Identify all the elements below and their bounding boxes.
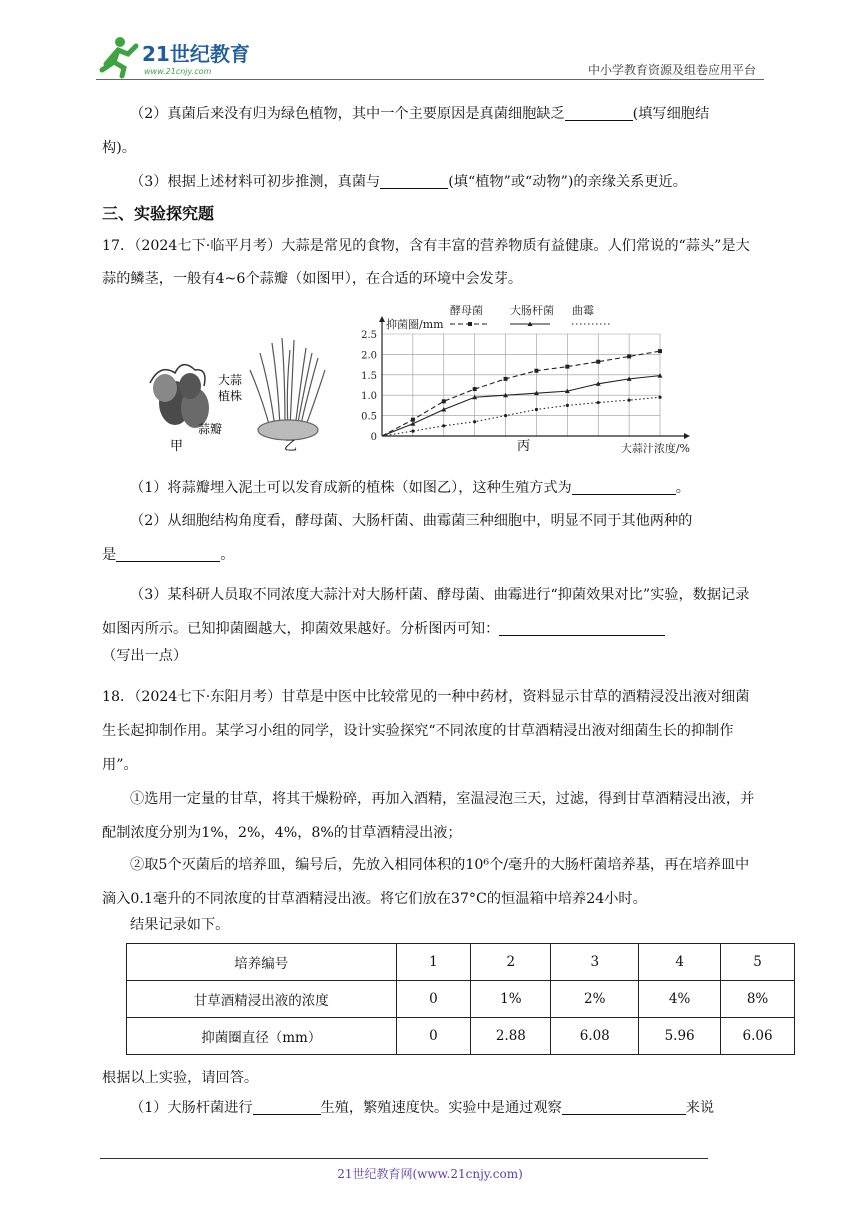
answer-blank[interactable] (253, 1098, 321, 1115)
data-point (658, 349, 662, 353)
q17-sub3-text: （3）某科研人员取不同浓度大蒜汁对大肠杆菌、酵母菌、曲霉进行“抑菌效果对比”实验，数据记录如图丙所示。已知抑菌圈越大，抑菌效果越好。分析图丙可知： (102, 587, 750, 637)
table-cell: 0 (396, 981, 471, 1018)
answer-blank[interactable] (380, 172, 448, 189)
footer-text: 21世纪教育网(www.21cnjy.com) (337, 1167, 523, 1181)
table-cell: 6.06 (721, 1018, 795, 1055)
table-cell: 2.88 (471, 1018, 551, 1055)
data-point (628, 398, 631, 401)
legend-label: 大肠杆菌 (510, 304, 554, 317)
legend-marker (468, 322, 472, 326)
answer-blank[interactable] (565, 104, 633, 121)
q17-sub1 (102, 478, 762, 498)
q18-sub1-text-end: 来说 (685, 1100, 715, 1116)
q16-sub2-line2: 构)。 (102, 140, 136, 156)
logo-url: www.21cnjy.com (144, 67, 212, 76)
answer-blank[interactable] (116, 545, 220, 562)
q18-intro: 18．（2024七下·东阳月考）甘草是中医中比较常见的一种中药材，资料显示甘草的酒精浸没出液对细菌生长起抑制作用。某学习小组的同学，设计实验探究“不同浓度的甘草酒精浸出液对细菌生长的抑制作用”。 (102, 689, 750, 773)
runner-icon (102, 37, 136, 76)
q17-sub1-text: （1）将蒜瓣埋入泥土可以发育成新的植株（如图乙），这种生殖方式为 (130, 480, 572, 496)
q18-sub1-text: （1）大肠杆菌进行 (130, 1100, 253, 1116)
q16-sub2-text: （2）真菌后来没有归为绿色植物，其中一个主要原因是真菌细胞缺乏 (130, 106, 565, 122)
q16-sub2 (102, 104, 762, 124)
garlic-bulb-illustration (150, 365, 209, 428)
series-line-1 (382, 351, 660, 436)
q18-sub1 (102, 1098, 762, 1118)
table-cell: 6.08 (551, 1018, 639, 1055)
label-plant-1: 大蒜 (218, 373, 243, 387)
table-cell: 甘草酒精浸出液的浓度 (127, 981, 397, 1018)
logo-text: 21世纪教育 (142, 42, 250, 66)
legend-label: 曲霉 (572, 304, 594, 317)
platform-name: 中小学教育资源及组卷应用平台 (587, 63, 756, 77)
inhibition-chart (361, 303, 690, 455)
q17-sub2-text: 是 (102, 547, 117, 563)
table-cell: 8% (721, 981, 795, 1018)
data-point (596, 360, 600, 364)
data-point (504, 377, 508, 381)
q18-after-table: 根据以上实验，请回答。 (102, 1070, 259, 1086)
q16-sub3 (102, 172, 762, 192)
y-tick-label: 0 (370, 432, 377, 443)
table-cell: 4 (639, 944, 721, 981)
data-point (658, 396, 661, 399)
table-cell: 3 (551, 944, 639, 981)
q16-sub3-text: （3）根据上述材料可初步推测，真菌与 (130, 174, 381, 190)
q17-intro: 17．（2024七下·临平月考）大蒜是常见的食物，含有丰富的营养物质有益健康。人们常说的“蒜头”是大蒜的鳞茎，一般有4~6个蒜瓣（如图甲），在合适的环境中会发芽。 (102, 238, 750, 287)
header-divider (96, 79, 764, 80)
label-plant-2: 植株 (218, 389, 243, 403)
table-cell: 1% (471, 981, 551, 1018)
data-point (534, 369, 538, 373)
table-cell: 培养编号 (127, 944, 397, 981)
data-point (566, 404, 569, 407)
q17-figure (120, 298, 700, 460)
x-axis-arrow-icon (684, 433, 690, 439)
data-point (627, 354, 631, 358)
y-tick-label: 0.5 (361, 411, 377, 423)
q18-sub1-text-mid: 生殖，繁殖速度快。实验中是通过观察 (320, 1100, 562, 1116)
data-point (442, 399, 446, 403)
table-cell: 2% (551, 981, 639, 1018)
table-row (127, 944, 795, 981)
q17-sub3 (102, 578, 762, 646)
legend-label: 酵母菌 (450, 304, 483, 317)
data-point (473, 387, 477, 391)
q16-sub3-text-after: (填“植物”或“动物”)的亲缘关系更近。 (448, 174, 687, 190)
q17-sub1-end: 。 (675, 480, 690, 496)
table-cell: 5.96 (639, 1018, 721, 1055)
data-point (411, 430, 414, 433)
data-point (535, 408, 538, 411)
label-suanban: 蒜瓣 (198, 422, 223, 436)
label-jia: 甲 (170, 439, 184, 454)
y-tick-label: 1.5 (361, 370, 377, 382)
q16-sub2-text-after: (填写细胞结 (632, 106, 710, 122)
section-heading: 三、实验探究题 (102, 204, 215, 223)
y-tick-label: 2.5 (361, 330, 377, 341)
q18-step1: ①选用一定量的甘草，将其干燥粉碎，再加入酒精，室温浸泡三天，过滤，得到甘草酒精浸出液，并配制浓度分别为1%，2%，4%，8%的甘草酒精浸出液； (102, 791, 755, 841)
data-point (504, 414, 507, 417)
y-axis-label: 抑菌圈/mm (386, 318, 444, 331)
q17-sub2-end: 。 (220, 547, 235, 563)
y-tick-label: 1.0 (361, 391, 377, 403)
garlic-plant-illustration (250, 338, 325, 440)
y-tick-label: 2.0 (361, 350, 377, 362)
results-table (126, 943, 795, 1055)
q17-sub2: （2）从细胞结构角度看，酵母菌、大肠杆菌、曲霉菌三种细胞中，明显不同于其他两种的 (130, 513, 693, 529)
label-yi: 乙 (284, 439, 298, 454)
table-cell: 2 (471, 944, 551, 981)
table-cell: 4% (639, 981, 721, 1018)
data-point (565, 365, 569, 369)
footer-divider (100, 1158, 708, 1159)
data-point (411, 418, 415, 422)
series-line-2 (382, 376, 660, 436)
data-point (442, 424, 445, 427)
site-logo (96, 34, 266, 80)
answer-blank[interactable] (499, 619, 665, 636)
q18-result-label: 结果记录如下。 (130, 917, 230, 933)
table-cell: 1 (396, 944, 471, 981)
series-line-3 (382, 397, 660, 436)
q17-sub3-note: （写出一点） (102, 648, 188, 664)
table-cell: 5 (721, 944, 795, 981)
label-bing: 丙 (517, 439, 531, 454)
table-cell: 0 (396, 1018, 471, 1055)
y-axis-arrow-icon (379, 316, 385, 322)
table-row (127, 981, 795, 1018)
data-point (597, 401, 600, 404)
answer-blank[interactable] (572, 478, 676, 495)
answer-blank[interactable] (562, 1098, 686, 1115)
table-cell: 抑菌圈直径（mm） (127, 1018, 397, 1055)
q18-step2: ②取5个灭菌后的培养皿，编号后，先放入相同体积的10⁶个/毫升的大肠杆菌培养基，再在培养皿中滴入0.1毫升的不同浓度的甘草酒精浸出液。将它们放在37°C的恒温箱中培养24小时。 (102, 857, 750, 907)
data-point (473, 420, 476, 423)
q17-sub2-line2 (102, 545, 762, 565)
x-axis-label: 大蒜汁浓度/% (620, 442, 690, 455)
table-row (127, 1018, 795, 1055)
